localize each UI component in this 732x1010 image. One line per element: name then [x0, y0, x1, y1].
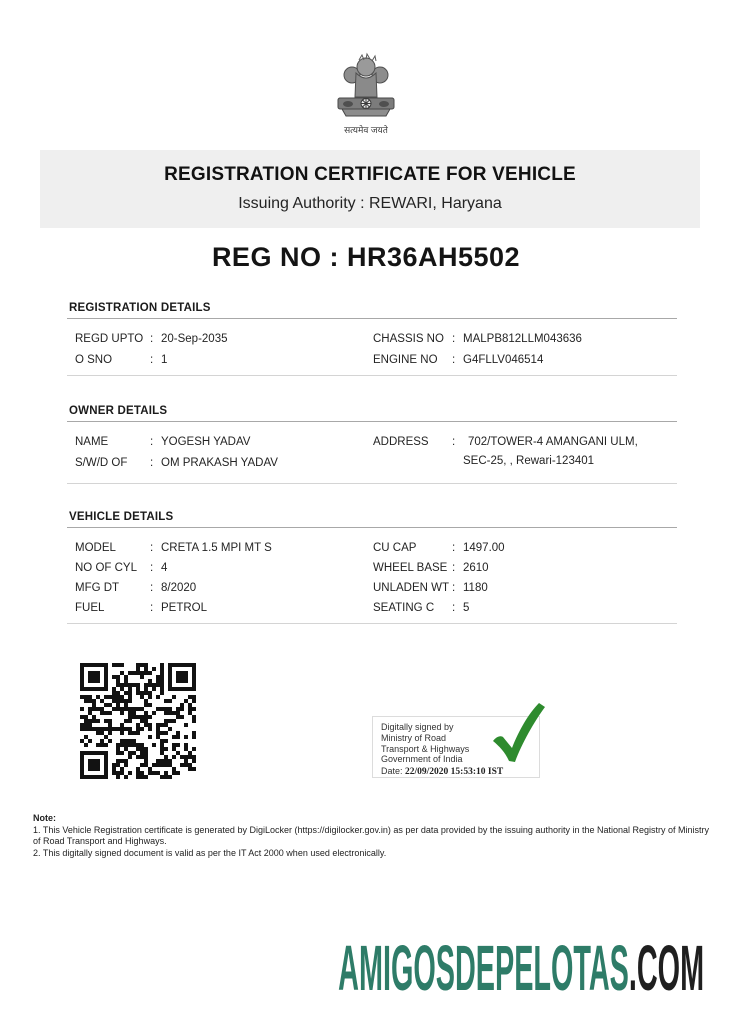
- watermark-suffix: .COM: [628, 932, 704, 1004]
- field-label: NO OF CYL: [75, 562, 137, 574]
- address-line-2: SEC-25, , Rewari-123401: [463, 455, 595, 467]
- field-row: [373, 538, 505, 558]
- colon: :: [452, 354, 456, 366]
- divider: [67, 375, 677, 376]
- colon: :: [452, 602, 456, 614]
- signature-line: Ministry of Road: [381, 732, 447, 743]
- india-national-emblem: [326, 52, 406, 153]
- note-item: 1. This Vehicle Registration certificate is generated by DigiLocker (https://digilocker.gov.in) as per data provided by the issuing authority in the National Registry of Ministry of Road Transport and Highways.: [33, 825, 710, 847]
- qr-code: [80, 663, 196, 779]
- signature-line: Digitally signed by: [381, 722, 454, 732]
- registration-number: REG NO : HR36AH5502: [211, 242, 521, 272]
- signature-date: [381, 766, 539, 778]
- colon: :: [452, 562, 456, 574]
- field-label: UNLADEN WT: [373, 582, 450, 594]
- field-value: G4FLLV046514: [463, 354, 544, 366]
- colon: :: [452, 582, 456, 594]
- field-value: PETROL: [161, 602, 208, 614]
- field-label: MODEL: [75, 542, 116, 554]
- field-value: OM PRAKASH YADAV: [161, 457, 278, 469]
- column-right: [373, 538, 505, 618]
- section-title: VEHICLE DETAILS: [69, 511, 174, 523]
- date-value: 22/09/2020 15:53:10 IST: [405, 767, 504, 778]
- field-value: 4: [161, 562, 168, 574]
- watermark-brand: AMIGOSDEPELOTAS: [338, 932, 629, 1004]
- column-right: [373, 432, 638, 471]
- date-label: Date:: [381, 766, 403, 777]
- field-row: [373, 350, 582, 371]
- issuing-authority: Issuing Authority : REWARI, Haryana: [238, 195, 502, 212]
- section-vehicle-details: [67, 511, 677, 624]
- lion-capital-icon: [326, 52, 406, 148]
- field-row: [373, 578, 505, 598]
- field-label: S/W/D OF: [75, 457, 128, 469]
- field-label: ENGINE NO: [373, 354, 438, 366]
- field-label: FUEL: [75, 602, 105, 614]
- colon: :: [150, 582, 154, 594]
- title-banner: [40, 150, 700, 228]
- field-value: 5: [463, 602, 470, 614]
- colon: :: [150, 457, 154, 469]
- column-right: [373, 329, 582, 371]
- field-value: MALPB812LLM043636: [463, 333, 582, 345]
- colon: :: [150, 542, 154, 554]
- field-row: [373, 329, 582, 350]
- certificate-title: REGISTRATION CERTIFICATE FOR VEHICLE: [164, 164, 576, 185]
- signature-line: Government of India: [381, 754, 463, 765]
- field-value: 8/2020: [161, 582, 197, 594]
- green-checkmark-icon: [487, 699, 549, 765]
- divider: [67, 623, 677, 624]
- field-label: REGD UPTO: [75, 333, 144, 345]
- colon: :: [150, 354, 154, 366]
- field-value: CRETA 1.5 MPI MT S: [161, 542, 272, 554]
- section-title: OWNER DETAILS: [69, 405, 168, 417]
- field-value: 1: [161, 354, 168, 366]
- divider: [67, 483, 677, 484]
- colon: :: [150, 333, 154, 345]
- field-label: NAME: [75, 436, 109, 448]
- field-label: ADDRESS: [373, 436, 429, 448]
- colon: :: [452, 333, 456, 345]
- address-line-1: 702/TOWER-4 AMANGANI ULM,: [468, 436, 638, 448]
- section-title: REGISTRATION DETAILS: [69, 302, 211, 314]
- colon: :: [452, 542, 456, 554]
- field-value: 2610: [463, 562, 489, 574]
- colon: :: [150, 602, 154, 614]
- field-value: 1497.00: [463, 542, 505, 554]
- field-row: [373, 558, 505, 578]
- note-block: [33, 813, 711, 859]
- colon: :: [452, 436, 456, 448]
- field-label: O SNO: [75, 354, 113, 366]
- note-item: 2. This digitally signed document is valid as per the IT Act 2000 when used electronically.: [33, 847, 387, 858]
- section-owner-details: [67, 405, 677, 484]
- section-registration-details: [67, 302, 677, 376]
- field-row: [373, 432, 638, 471]
- colon: :: [150, 562, 154, 574]
- field-value: 1180: [463, 582, 488, 594]
- field-value: YOGESH YADAV: [161, 436, 251, 448]
- field-value: 20-Sep-2035: [161, 333, 228, 345]
- field-value: [463, 432, 638, 471]
- emblem-motto: सत्यमेव जयते: [344, 125, 388, 135]
- site-watermark: [338, 932, 704, 1004]
- field-label: SEATING C: [373, 602, 435, 614]
- field-label: CU CAP: [373, 542, 417, 554]
- field-label: CHASSIS NO: [373, 333, 444, 345]
- field-label: WHEEL BASE: [373, 562, 448, 574]
- note-heading: Note:: [33, 813, 56, 823]
- colon: :: [150, 436, 154, 448]
- field-row: [373, 598, 505, 618]
- signature-line: Transport & Highways: [381, 743, 470, 754]
- field-label: MFG DT: [75, 582, 120, 594]
